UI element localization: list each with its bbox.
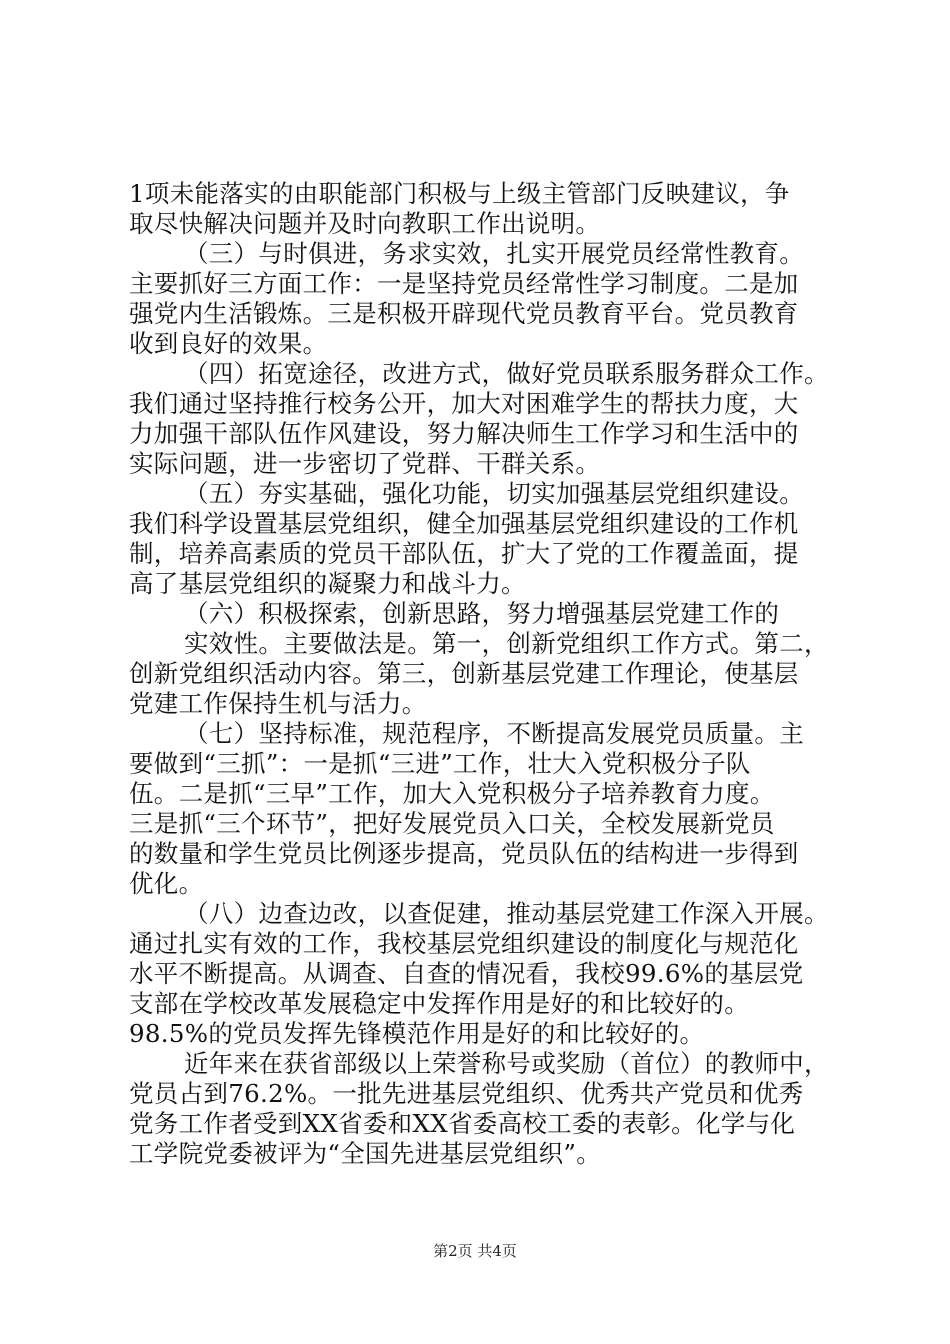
text-line: 主要抓好三方面工作：一是坚持党员经常性学习制度。二是加 xyxy=(129,269,799,298)
text-line: 优化。 xyxy=(129,869,204,898)
text-line: 力加强干部队伍作风建设，努力解决师生工作学习和生活中的 xyxy=(129,419,799,448)
text-line: 创新党组织活动内容。第三，创新基层党建工作理论，使基层 xyxy=(129,659,799,688)
section-heading-line: （五）夯实基础，强化功能，切实加强基层党组织建设。 xyxy=(184,479,804,508)
text-line: 工学院党委被评为“全国先进基层党组织”。 xyxy=(129,1139,602,1168)
text-line: 三是抓“三个环节”，把好发展党员入口关，全校发展新党员 xyxy=(129,809,775,838)
paragraph-start-line: 近年来在获省部级以上荣誉称号或奖励（首位）的教师中， xyxy=(184,1049,829,1078)
section-heading-line: （三）与时俱进，务求实效，扎实开展党员经常性教育。 xyxy=(184,239,804,268)
section-heading-line: （八）边查边改，以查促建，推动基层党建工作深入开展。 xyxy=(184,899,829,928)
text-line: 实际问题，进一步密切了党群、干群关系。 xyxy=(129,449,601,478)
text-line: 实效性。主要做法是。第一，创新党组织工作方式。第二， xyxy=(184,629,829,658)
page-number-footer: 第2页 共4页 xyxy=(433,1242,517,1260)
text-line: 我们科学设置基层党组织，健全加强基层党组织建设的工作机 xyxy=(129,509,799,538)
section-heading-line: （七）坚持标准，规范程序，不断提高发展党员质量。主 xyxy=(184,719,804,748)
text-line: 党务工作者受到XX省委和XX省委高校工委的表彰。化学与化 xyxy=(129,1109,796,1138)
text-line: 党员占到76.2%。一批先进基层党组织、优秀共产党员和优秀 xyxy=(129,1079,804,1108)
text-line: 制，培养高素质的党员干部队伍，扩大了党的工作覆盖面，提 xyxy=(129,539,799,568)
text-line: 通过扎实有效的工作，我校基层党组织建设的制度化与规范化 xyxy=(129,929,799,958)
text-line: 98.5%的党员发挥先锋模范作用是好的和比较好的。 xyxy=(129,1019,705,1048)
text-line: 的数量和学生党员比例逐步提高，党员队伍的结构进一步得到 xyxy=(129,839,799,868)
text-line: 我们通过坚持推行校务公开，加大对困难学生的帮扶力度，大 xyxy=(129,389,799,418)
text-line: 要做到“三抓”：一是抓“三进”工作，壮大入党积极分子队 xyxy=(129,749,751,778)
section-heading-line: （四）拓宽途径，改进方式，做好党员联系服务群众工作。 xyxy=(184,359,829,388)
text-line: 伍。二是抓“三早”工作，加大入党积极分子培养教育力度。 xyxy=(129,779,775,808)
text-line: 取尽快解决问题并及时向教职工作出说明。 xyxy=(129,209,601,238)
text-line: 1项未能落实的由职能部门积极与上级主管部门反映建议，争 xyxy=(129,179,790,208)
text-line: 收到良好的效果。 xyxy=(129,329,328,358)
text-line: 党建工作保持生机与活力。 xyxy=(129,689,427,718)
text-line: 强党内生活锻炼。三是积极开辟现代党员教育平台。党员教育 xyxy=(129,299,799,328)
section-heading-line: （六）积极探索，创新思路，努力增强基层党建工作的 xyxy=(184,599,780,628)
text-line: 高了基层党组织的凝聚力和战斗力。 xyxy=(129,569,526,598)
text-line: 水平不断提高。从调查、自查的情况看，我校99.6%的基层党 xyxy=(129,959,804,988)
text-line: 支部在学校改革发展稳定中发挥作用是好的和比较好的。 xyxy=(129,989,749,1018)
